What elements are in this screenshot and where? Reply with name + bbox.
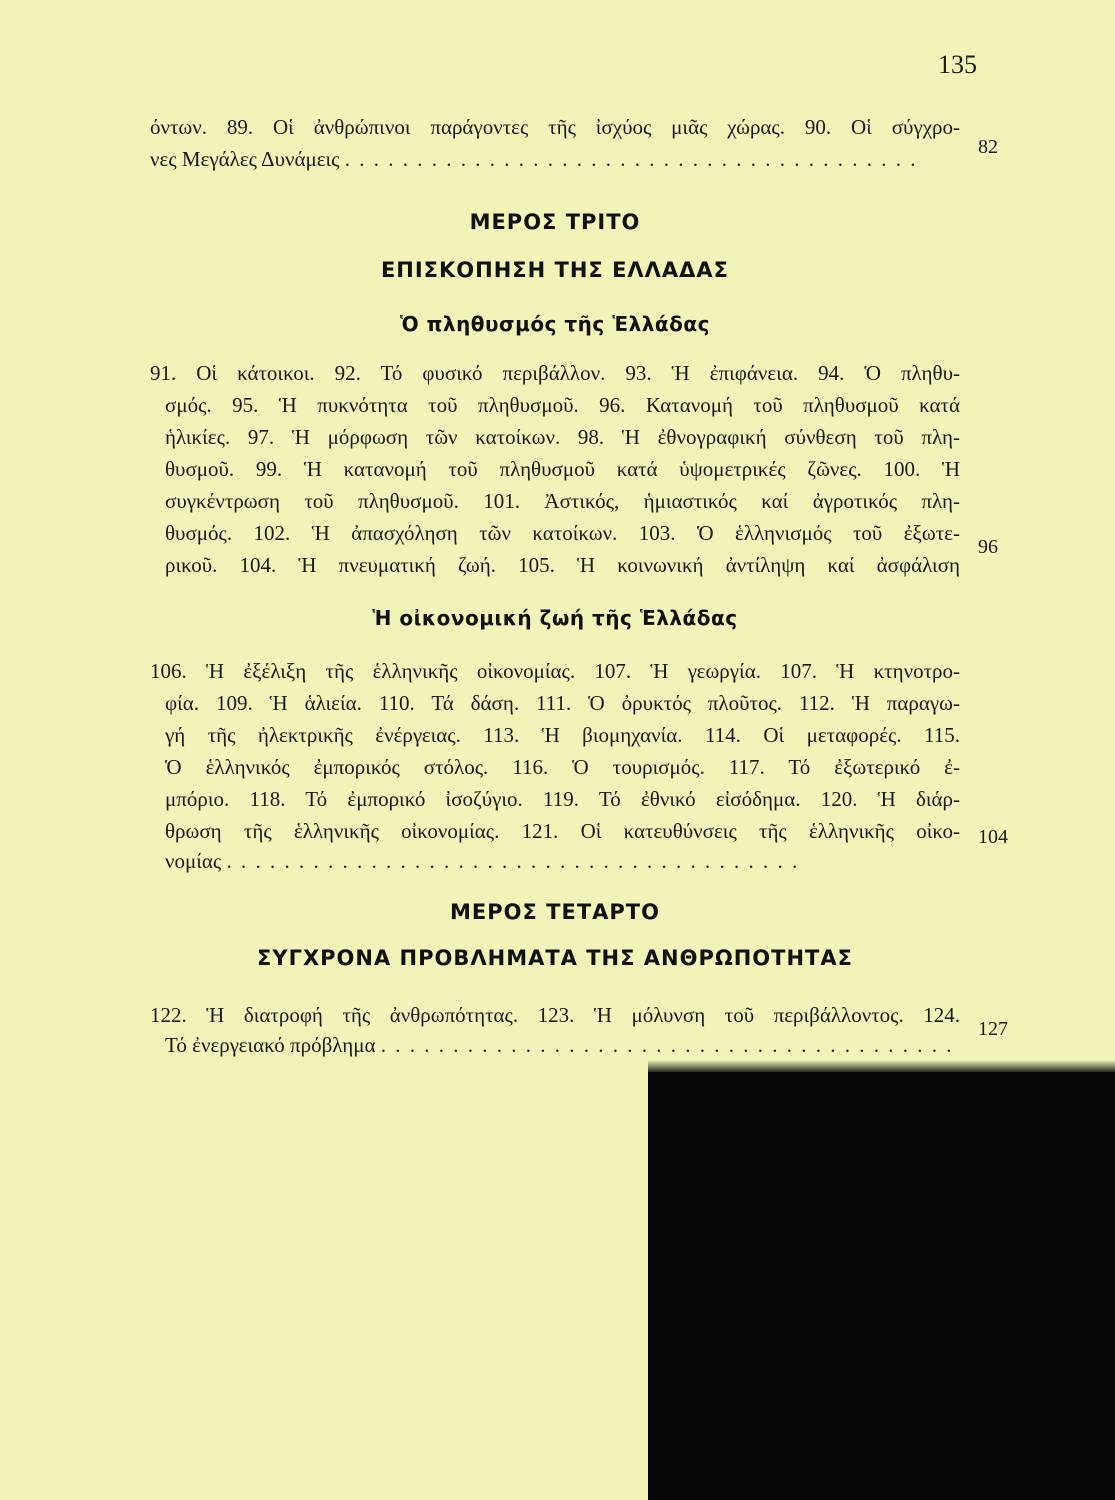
toc-line: σμός. 95. Ἡ πυκνότητα τοῦ πληθυσμοῦ. 96. Κατανομή τοῦ πληθυσμοῦ κατά xyxy=(165,393,960,417)
toc-line: ρικοῦ. 104. Ἡ πνευματική ζωή. 105. Ἡ κοινωνική ἀντίληψη καί ἀσφάλιση xyxy=(165,553,960,577)
toc-line-text: νες Μεγάλες Δυνάμεις xyxy=(150,147,340,171)
toc-line xyxy=(165,846,960,876)
part-four-subtitle: ΣΥΓΧΡΟΝΑ ΠΡΟΒΛΗΜΑΤΑ ΤΗΣ ΑΝΘΡΩΠΟΤΗΤΑΣ xyxy=(257,946,853,970)
dot-leader: . . . . . . . . . . . . . . . . . . . . . . . . . . . . . . . . . . . . . . . . xyxy=(226,849,800,873)
toc-line: Ὁ ἑλληνικός ἐμπορικός στόλος. 116. Ὁ τουρισμός. 117. Τό ἐξωτερικό ἐ- xyxy=(165,755,960,779)
page-ref-104: 104 xyxy=(978,826,1008,848)
toc-line: θυσμοῦ. 99. Ἡ κατανομή τοῦ πληθυσμοῦ κατά ὑψομετρικές ζῶνες. 100. Ἡ xyxy=(165,457,960,481)
black-scan-region xyxy=(648,1072,1115,1500)
part-three-title: ΜΕΡΟΣ ΤΡΙΤΟ xyxy=(469,210,641,234)
toc-line: μπόριο. 118. Τό ἐμπορικό ἰσοζύγιο. 119. Τό ἐθνικό εἰσόδημα. 120. Ἡ διάρ- xyxy=(165,787,960,811)
dot-leader: . . . . . . . . . . . . . . . . . . . . . . . . . . . . . . . . . . . . . . . . xyxy=(380,1033,954,1057)
economy-section-title: Ἡ οἰκονομική ζωή τῆς Ἑλλάδας xyxy=(372,606,738,630)
toc-line xyxy=(165,1030,960,1060)
toc-line-text: νομίας xyxy=(165,849,222,873)
toc-line: φία. 109. Ἡ ἁλιεία. 110. Τά δάση. 111. Ὁ ὀρυκτός πλοῦτος. 112. Ἡ παραγω- xyxy=(165,691,960,715)
toc-line-text: Τό ἐνεργειακό πρόβλημα xyxy=(165,1033,376,1057)
page-ref-127: 127 xyxy=(978,1018,1008,1040)
toc-line: 122. Ἡ διατροφή τῆς ἀνθρωπότητας. 123. Ἡ μόλυνση τοῦ περιβάλλοντος. 124. xyxy=(150,1003,960,1027)
page-ref-96: 96 xyxy=(978,536,998,558)
toc-line: θρωση τῆς ἑλληνικῆς οἰκονομίας. 121. Οἱ κατευθύνσεις τῆς ἑλληνικῆς οἰκο- xyxy=(165,819,960,843)
toc-line: συγκέντρωση τοῦ πληθυσμοῦ. 101. Ἀστικός, ἡμιαστικός καί ἀγροτικός πλη- xyxy=(165,489,960,513)
toc-line: θυσμός. 102. Ἡ ἀπασχόληση τῶν κατοίκων. 103. Ὁ ἑλληνισμός τοῦ ἐξωτε- xyxy=(165,521,960,545)
dot-leader: . . . . . . . . . . . . . . . . . . . . . . . . . . . . . . . . . . . . . . . . xyxy=(344,147,918,171)
part-four-title: ΜΕΡΟΣ ΤΕΤΑΡΤΟ xyxy=(450,900,660,924)
toc-line: όντων. 89. Οἱ ἀνθρώπινοι παράγοντες τῆς ἰσχύος μιᾶς χώρας. 90. Οἱ σύγχρο- xyxy=(150,115,960,139)
toc-line: 91. Οἱ κάτοικοι. 92. Τό φυσικό περιβάλλον. 93. Ἡ ἐπιφάνεια. 94. Ὁ πληθυ- xyxy=(150,361,960,385)
toc-line: γή τῆς ἠλεκτρικῆς ἐνέργειας. 113. Ἡ βιομηχανία. 114. Οἱ μεταφορές. 115. xyxy=(165,723,960,747)
page-number: 135 xyxy=(938,50,977,79)
toc-line: 106. Ἡ ἐξέλιξη τῆς ἑλληνικῆς οἰκονομίας. 107. Ἡ γεωργία. 107. Ἡ κτηνοτρο- xyxy=(150,659,960,683)
toc-line xyxy=(150,144,960,174)
page-ref-82: 82 xyxy=(978,136,998,158)
part-three-subtitle: ΕΠΙΣΚΟΠΗΣΗ ΤΗΣ ΕΛΛΑΔΑΣ xyxy=(380,258,730,282)
toc-line: ἡλικίες. 97. Ἡ μόρφωση τῶν κατοίκων. 98. Ἡ ἐθνογραφική σύνθεση τοῦ πλη- xyxy=(165,425,960,449)
population-section-title: Ὁ πληθυσμός τῆς Ἑλλάδας xyxy=(399,312,711,336)
